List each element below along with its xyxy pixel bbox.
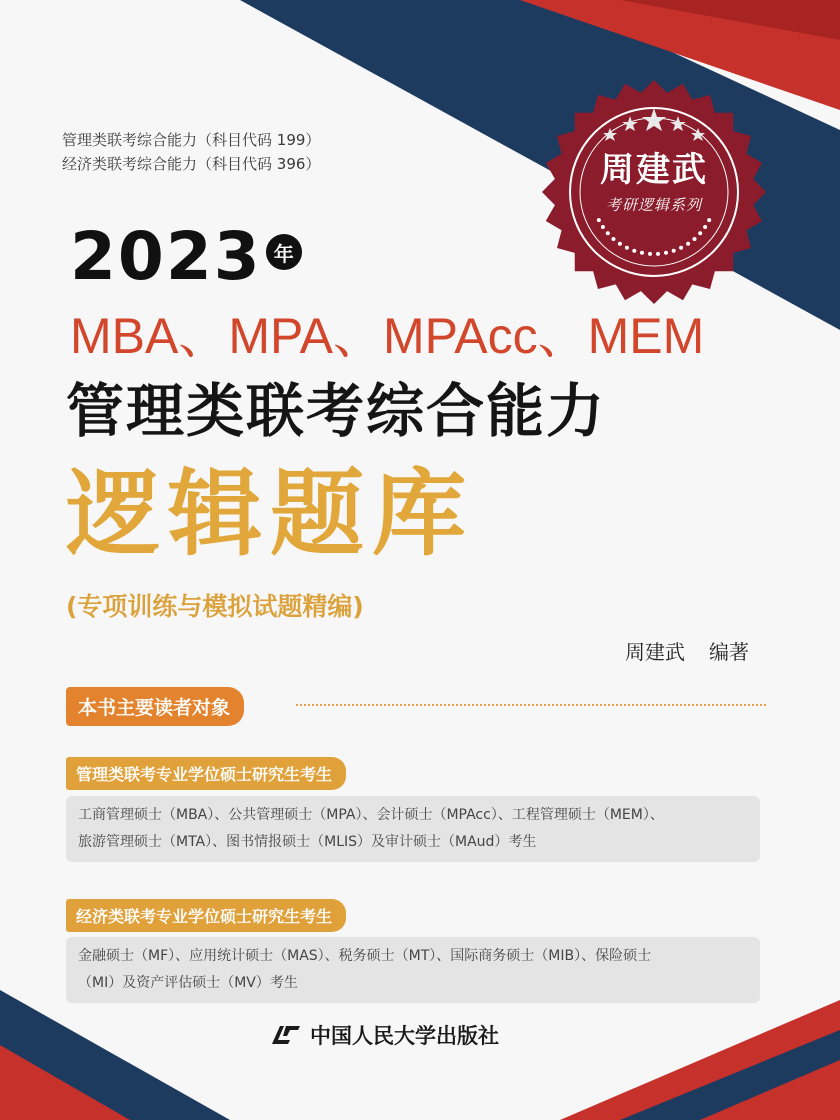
- seal-dot: [648, 252, 652, 256]
- publisher-name: 中国人民大学出版社: [310, 1024, 499, 1048]
- seal-dot: [601, 225, 605, 229]
- seal-dot: [703, 225, 707, 229]
- publisher: [270, 1020, 499, 1050]
- seal-dot: [612, 237, 616, 241]
- book-title: 逻辑题库: [66, 460, 475, 569]
- seal-dot: [625, 246, 629, 250]
- audience-heading: 本书主要读者对象: [66, 687, 244, 726]
- exam-codes: [62, 128, 320, 176]
- seal-dot: [640, 251, 644, 255]
- exam-code-396: 经济类联考综合能力（科目代码 396）: [62, 155, 321, 173]
- section-label-economics: 经济类联考专业学位硕士研究生考生: [66, 899, 346, 932]
- seal-dot: [679, 246, 683, 250]
- seal-dot: [693, 237, 697, 241]
- author-line: [625, 636, 749, 665]
- seal-dot: [597, 218, 601, 222]
- seal-series: 考研逻辑系列: [605, 196, 702, 214]
- seal-dot: [707, 218, 711, 222]
- section-box-economics: [66, 937, 760, 1003]
- author-name: 周建武: [625, 640, 685, 664]
- seal-dot: [632, 249, 636, 253]
- book-subtitle: (专项训练与模拟试题精编): [66, 592, 364, 621]
- seal-dot: [672, 249, 676, 253]
- program-list: MBA、MPA、MPAcc、MEM: [70, 308, 705, 364]
- author-seal: [538, 76, 770, 308]
- section-box-management: [66, 796, 760, 862]
- author-role: 编著: [709, 640, 749, 664]
- edition-year: [70, 218, 302, 295]
- year-number: 2023: [70, 218, 262, 295]
- subject-title: 管理类联考综合能力: [66, 377, 607, 445]
- section-line: （MI）及资产评估硕士（MV）考生: [78, 975, 298, 991]
- seal-dot: [606, 231, 610, 235]
- seal-dot: [664, 251, 668, 255]
- section-line: 旅游管理硕士（MTA）、图书情报硕士（MLIS）及审计硕士（MAud）考生: [78, 834, 537, 850]
- year-suffix-badge: 年: [266, 234, 302, 270]
- publisher-logo-icon: [270, 1022, 302, 1048]
- seal-dot: [618, 242, 622, 246]
- seal-dot: [686, 242, 690, 246]
- seal-name: 周建武: [600, 150, 708, 190]
- section-label-management: 管理类联考专业学位硕士研究生考生: [66, 757, 346, 790]
- seal-dot: [656, 252, 660, 256]
- exam-code-199: 管理类联考综合能力（科目代码 199）: [62, 131, 321, 149]
- dotted-divider: [296, 704, 766, 706]
- seal-badge-icon: [538, 76, 770, 308]
- section-line: 工商管理硕士（MBA）、公共管理硕士（MPA）、会计硕士（MPAcc）、工程管理硕士（MEM）、: [78, 807, 664, 823]
- seal-dot: [698, 231, 702, 235]
- section-line: 金融硕士（MF）、应用统计硕士（MAS）、税务硕士（MT）、国际商务硕士（MIB）、保险硕士: [78, 948, 652, 964]
